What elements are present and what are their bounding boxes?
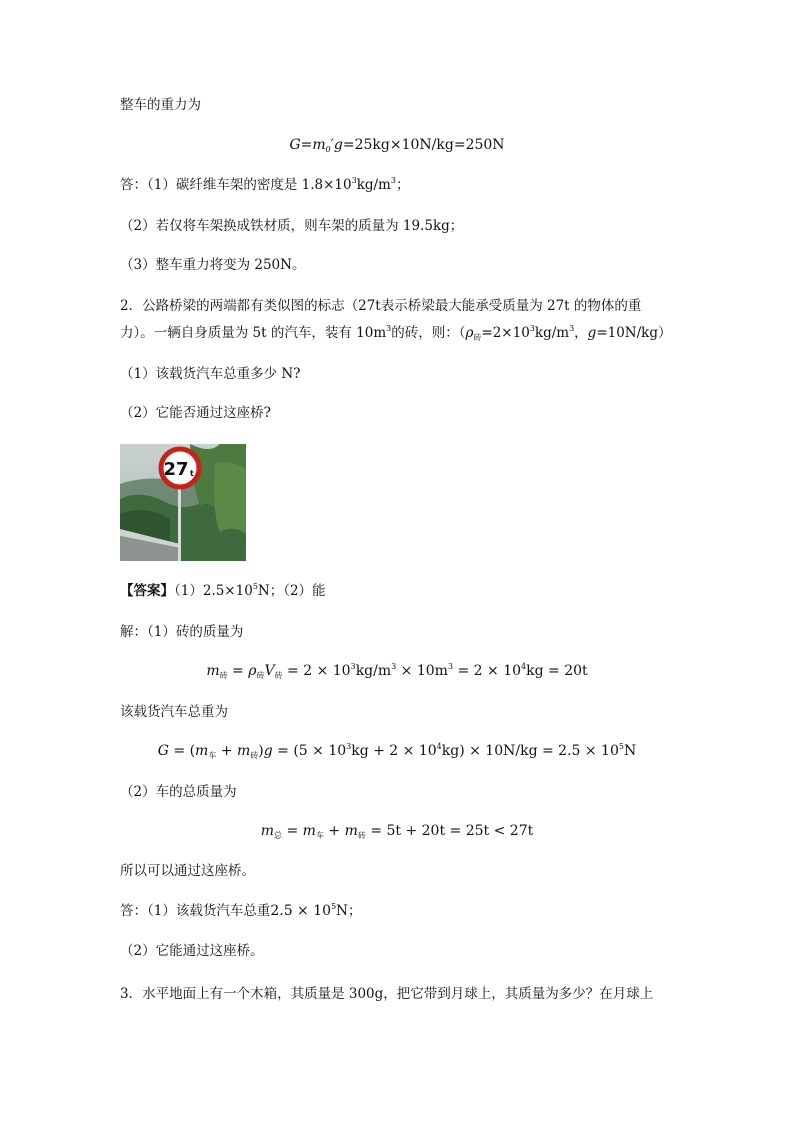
answer-text: N；	[336, 903, 362, 919]
question-2-sub-1: （1）该载货汽车总重多少 N?	[120, 366, 301, 382]
question-2-sub-2: （2）它能否通过这座桥?	[120, 405, 271, 421]
solution-line-2: 该载货汽车总重为	[120, 704, 228, 720]
answer-text: 答：（1）碳纤维车架的密度是 1.8×10	[120, 177, 352, 193]
eq-part: kg/m	[355, 663, 392, 679]
q-text: 力）。一辆自身质量为 5t 的汽车，装有 10m	[120, 325, 387, 341]
symbol-m: m	[312, 137, 326, 153]
eq-part: = (	[168, 743, 196, 759]
eq-part: kg) × 10N/kg = 2.5 × 10	[441, 743, 619, 759]
prime: ′	[330, 137, 334, 153]
equation-gravity	[0, 136, 794, 154]
superscript: 5	[618, 742, 624, 751]
symbol-rho: ρ	[248, 663, 257, 679]
symbol-m: m	[260, 823, 275, 839]
symbol-g: g	[263, 743, 273, 759]
q-text: =10N/kg）	[596, 325, 672, 341]
superscript: 3	[447, 662, 454, 671]
answer-unit: kg/m	[356, 177, 391, 193]
superscript: 3	[346, 742, 352, 751]
eq-sign: =	[227, 663, 249, 679]
eq-part: = 2 × 10	[453, 663, 522, 679]
eq-part: = (5 × 10	[272, 743, 347, 759]
symbol-m: m	[236, 743, 251, 759]
answer-line-1	[120, 176, 409, 194]
symbol-v: V	[264, 663, 275, 679]
symbol-m: m	[344, 823, 358, 839]
answer-text: （1）2.5×10	[174, 583, 253, 599]
solution-answer-1	[120, 902, 361, 920]
sign-unit: t	[190, 469, 194, 478]
eq-part: × 10m	[396, 663, 448, 679]
eq-part: kg + 2 × 10	[351, 743, 437, 759]
answer-line-2: （2）若仅将车架换成铁材质，则车架的质量为 19.5kg；	[120, 218, 464, 234]
answer-heading	[120, 582, 326, 600]
eq-part: N	[623, 743, 637, 759]
superscript: 4	[521, 662, 527, 671]
text-line: 整车的重力为	[120, 97, 201, 113]
solution-line-1: 解：（1）砖的质量为	[120, 624, 244, 640]
equation-brick-mass	[0, 662, 794, 680]
subscript: 0	[325, 145, 331, 154]
subscript: 车	[315, 831, 324, 840]
symbol-g2: g	[333, 137, 343, 153]
subscript: 砖	[473, 333, 482, 342]
solution-answer-2: （2）它能通过这座桥。	[120, 943, 264, 959]
solution-line-3: （2）车的总质量为	[120, 784, 237, 800]
sign-number: 27	[163, 459, 189, 480]
eq-sign: =	[300, 137, 313, 153]
subscript: 砖	[250, 751, 259, 760]
equation-rest: =25kg×10N/kg=250N	[342, 137, 505, 153]
subscript: 车	[208, 751, 217, 760]
superscript: 3	[529, 324, 535, 333]
superscript: 3	[350, 662, 356, 671]
equation-total-mass	[0, 822, 794, 840]
subscript: 砖	[357, 831, 366, 840]
eq-part: )	[258, 743, 264, 759]
equation-total-weight	[0, 742, 794, 760]
answer-text: N；（2）能	[257, 583, 326, 599]
q-text: 的砖，则：（	[391, 325, 466, 341]
q-text: ，	[574, 325, 588, 341]
superscript: 5	[252, 582, 258, 591]
symbol-m: m	[195, 743, 209, 759]
superscript: 3	[390, 176, 396, 185]
eq-part: = 5t + 20t = 25t < 27t	[365, 823, 534, 839]
subscript: 总	[274, 831, 283, 840]
superscript: 4	[436, 742, 442, 751]
symbol-g: g	[587, 325, 597, 341]
bridge-sign-photo	[120, 444, 246, 561]
symbol-rho: ρ	[465, 325, 474, 341]
subscript: 砖	[219, 671, 228, 680]
punct: ；	[395, 177, 410, 193]
symbol-g: G	[289, 137, 301, 153]
q-text: kg/m	[534, 325, 570, 341]
eq-part: +	[323, 823, 345, 839]
answer-text: 答：（1）该载货汽车总重	[120, 903, 271, 919]
answer-math: 2.5 × 10	[270, 903, 332, 919]
superscript: 3	[391, 662, 397, 671]
superscript: 3	[569, 324, 575, 333]
question-3-line-1: 3．水平地面上有一个木箱，其质量是 300g，把它带到月球上，其质量为多少？在月球上	[120, 986, 654, 1002]
superscript: 5	[331, 902, 337, 911]
symbol-g: G	[157, 743, 169, 759]
eq-part: +	[216, 743, 237, 759]
question-2-line-1: 2．公路桥梁的两端都有类似图的标志（27t表示桥梁最大能承受质量为 27t 的物体的重	[120, 298, 642, 314]
subscript: 砖	[274, 671, 283, 680]
eq-part: = 2 × 10	[282, 663, 351, 679]
eq-part: kg = 20t	[526, 663, 588, 679]
superscript: 3	[351, 176, 357, 185]
q-text: =2×10	[481, 325, 530, 341]
answer-line-3: （3）整车重力将变为 250N。	[120, 257, 306, 273]
answer-label: 【答案】	[120, 583, 174, 599]
symbol-m: m	[302, 823, 316, 839]
superscript: 3	[386, 324, 392, 333]
question-2-line-2	[120, 324, 672, 342]
eq-part: =	[282, 823, 303, 839]
subscript: 砖	[256, 671, 265, 680]
solution-line-4: 所以可以通过这座桥。	[120, 863, 255, 879]
symbol-m: m	[206, 663, 220, 679]
